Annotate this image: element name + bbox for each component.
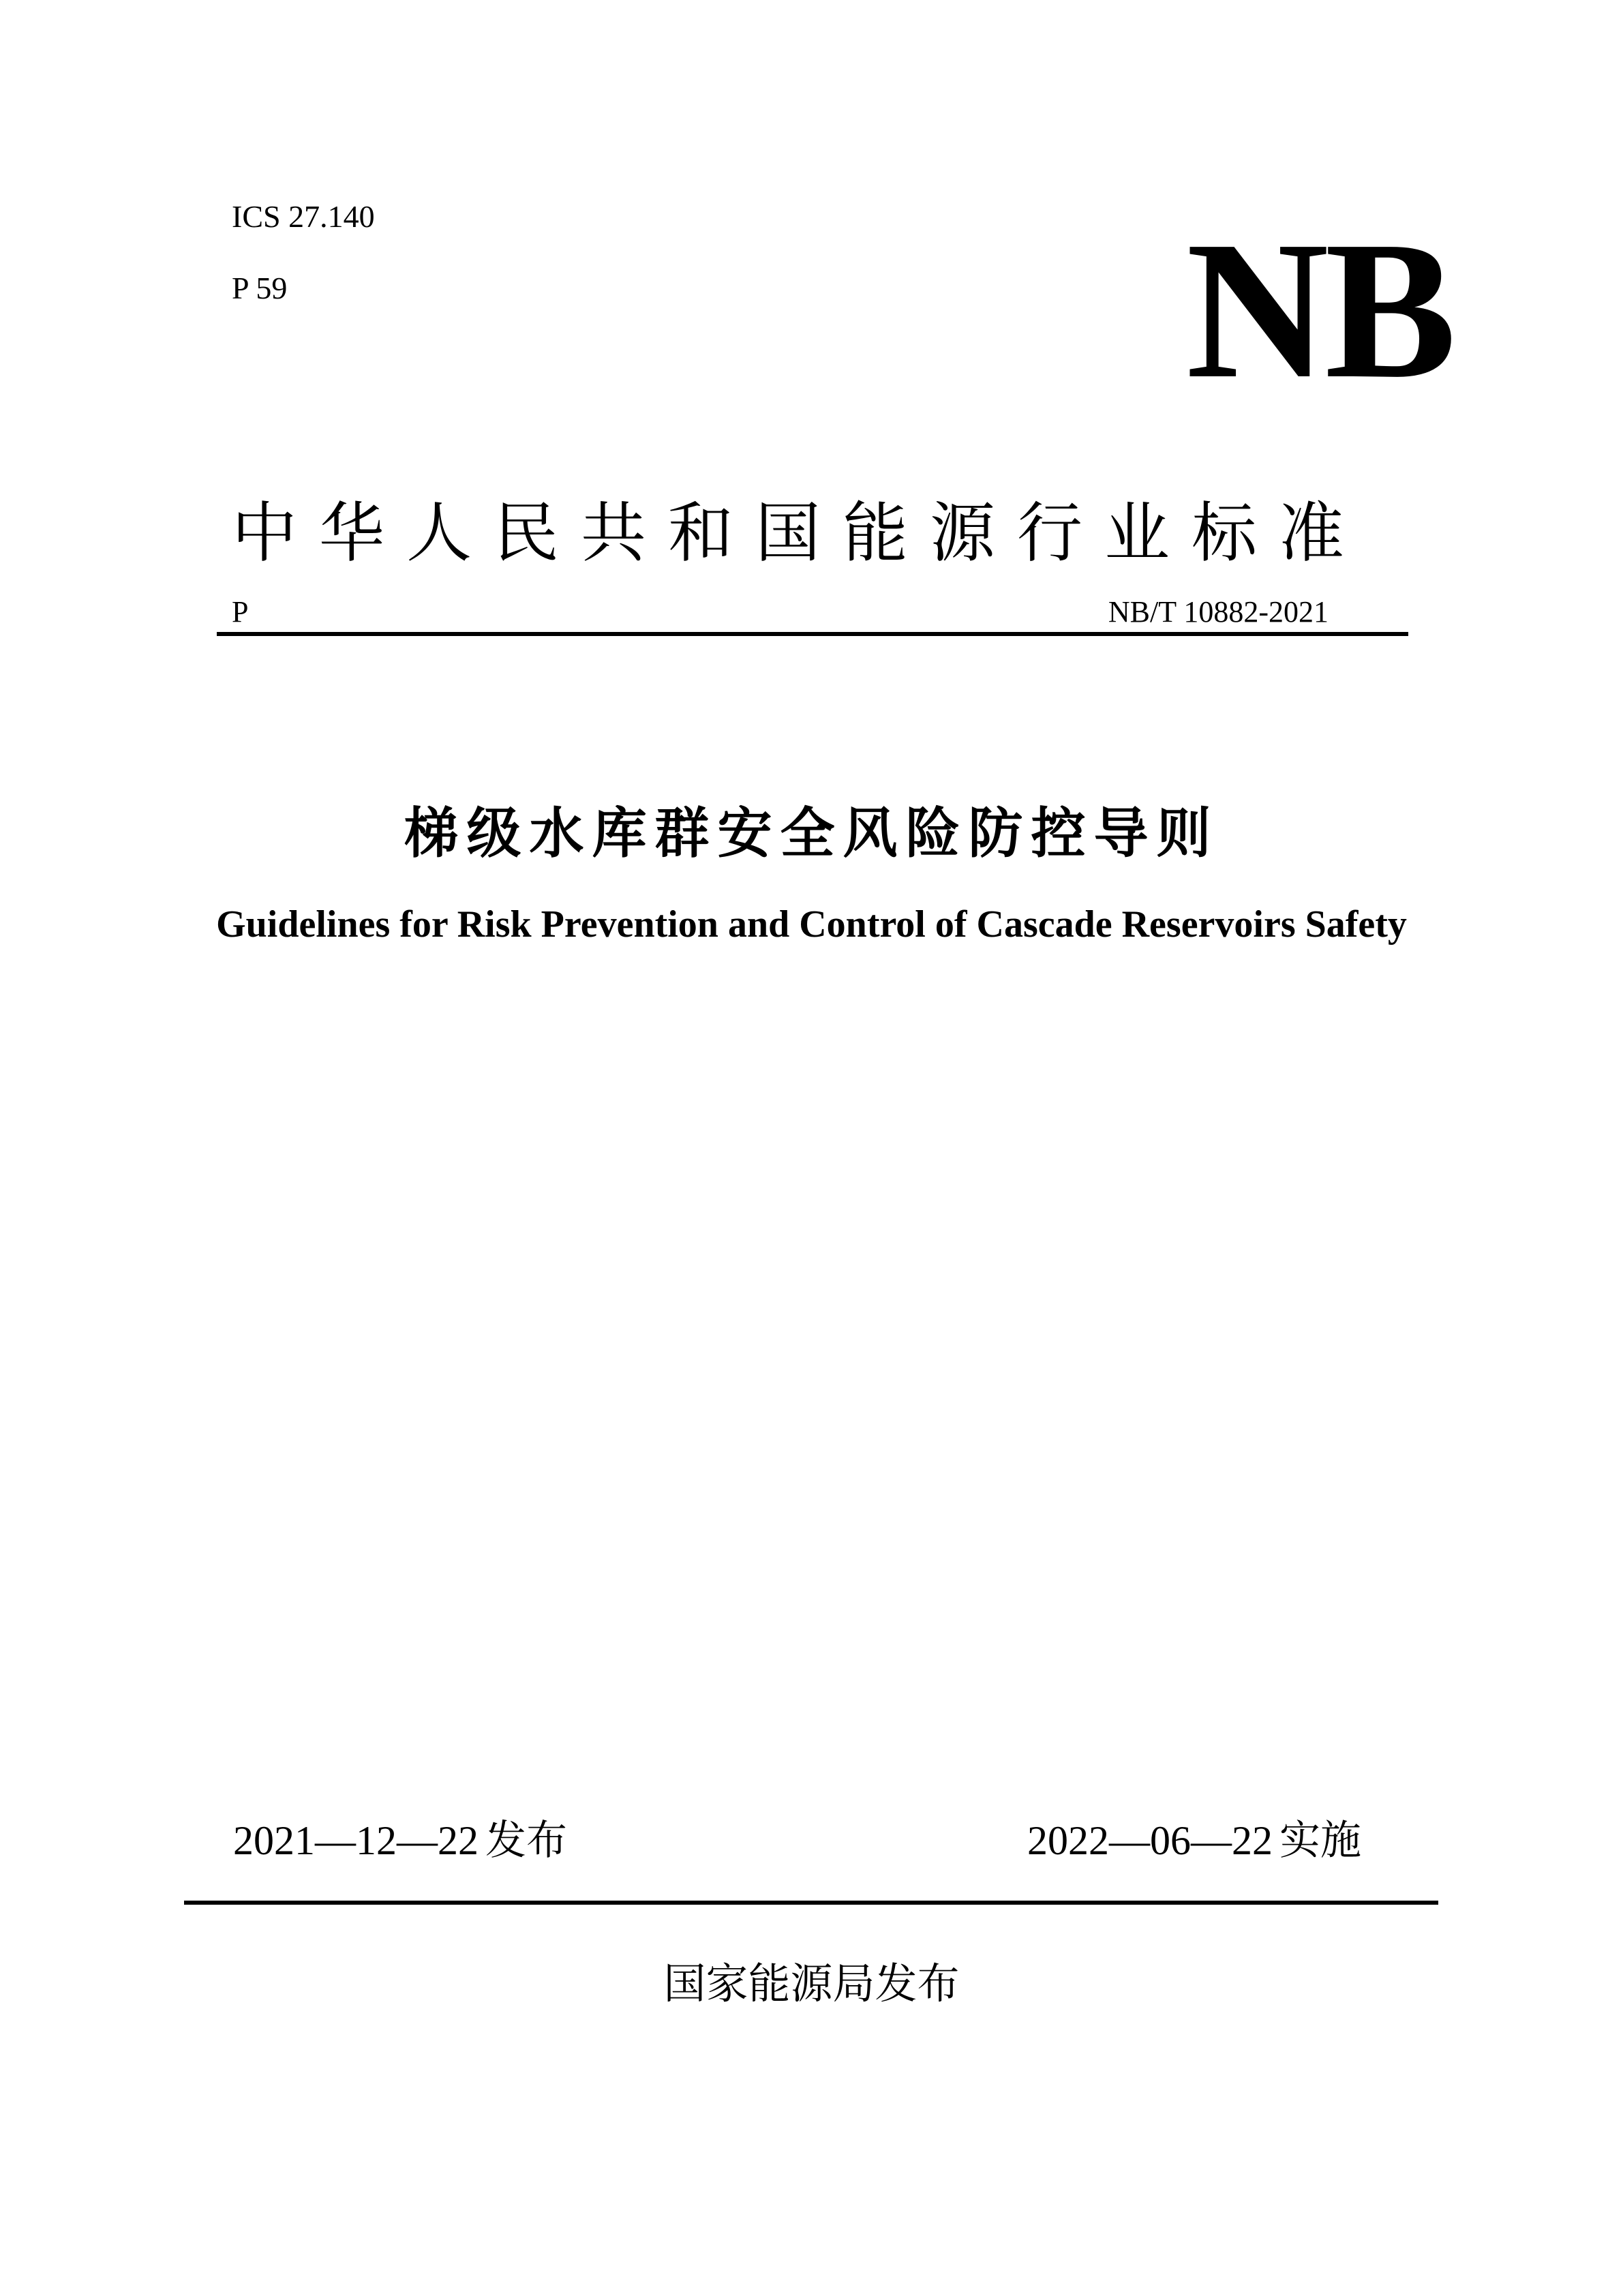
issue-label: 发布 xyxy=(485,1817,567,1864)
issue-date-line xyxy=(233,1813,567,1868)
nb-logo: NB xyxy=(1186,200,1453,419)
effective-date: 2022—06—22 xyxy=(1027,1818,1273,1863)
category-code: P xyxy=(232,595,249,629)
publisher: 国家能源局发布 xyxy=(663,1959,960,2008)
effective-date-line xyxy=(1027,1813,1361,1868)
document-title-cn: 梯级水库群安全风险防控导则 xyxy=(404,802,1219,865)
ics-code: ICS 27.140 xyxy=(232,199,375,234)
ccs-code: P 59 xyxy=(232,271,288,305)
document-title-en: Guidelines for Risk Prevention and Control of Cascade Reservoirs Safety xyxy=(216,903,1407,946)
standard-title: 中华人民共和国能源行业标准 xyxy=(232,495,1366,571)
bottom-divider xyxy=(184,1901,1438,1905)
standard-number: NB/T 10882-2021 xyxy=(1108,595,1329,629)
top-divider xyxy=(217,632,1408,636)
issue-date: 2021—12—22 xyxy=(233,1818,479,1863)
effective-label: 实施 xyxy=(1279,1817,1361,1864)
